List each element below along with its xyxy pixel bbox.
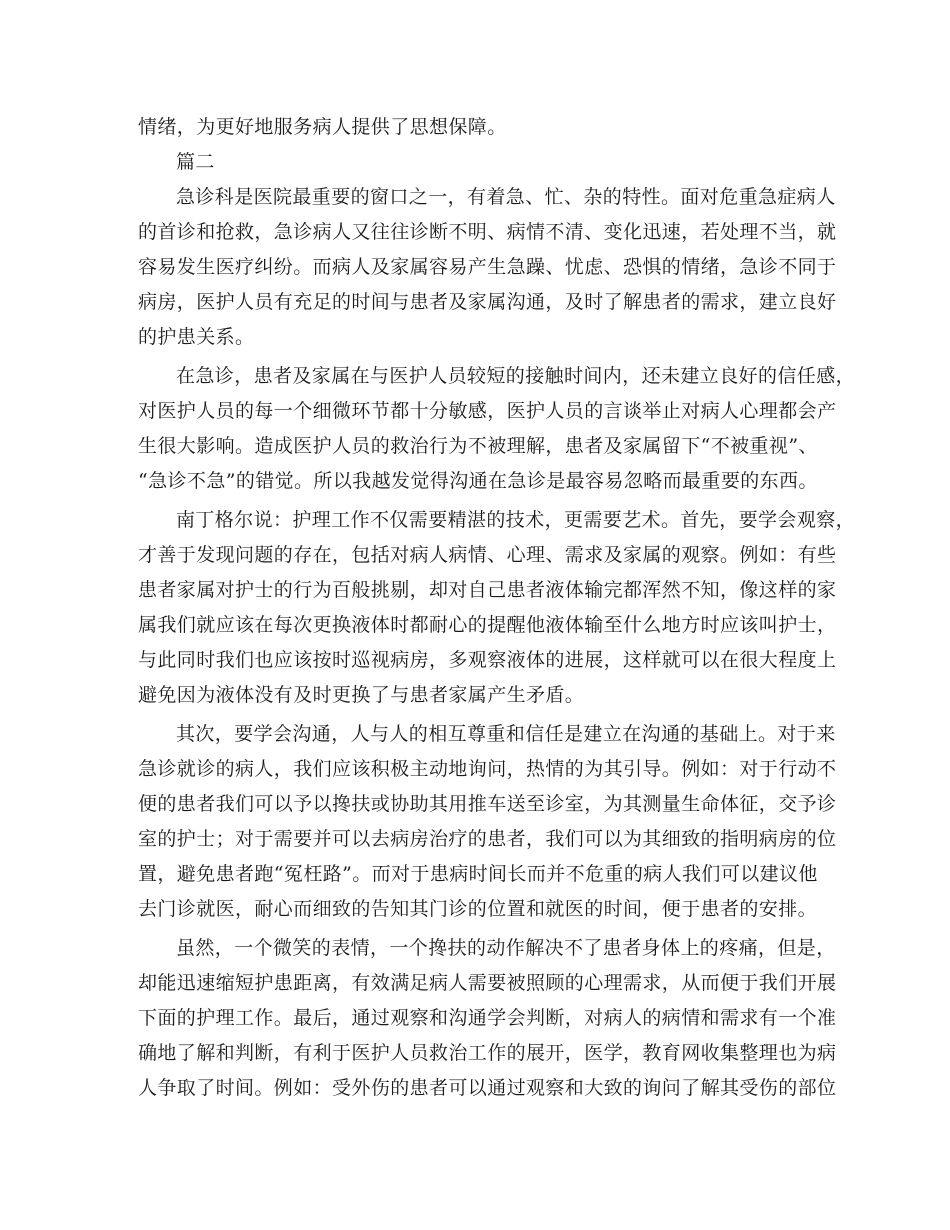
text-line: 南丁格尔说：护理工作不仅需要精湛的技术，更需要艺术。首先，要学会观察，	[176, 509, 856, 531]
text-line: 容易发生医疗纠纷。而病人及家属容易产生急躁、忧虑、恐惧的情绪，急诊不同于	[138, 256, 837, 278]
text-line: 其次，要学会沟通，人与人的相互尊重和信任是建立在沟通的基础上。对于来	[176, 723, 836, 745]
document-body	[138, 110, 856, 1106]
text-line: 的首诊和抢救，急诊病人又往往诊断不明、病情不清、变化迅速，若处理不当，就	[138, 221, 837, 243]
text-line: 却能迅速缩短护患距离，有效满足病人需要被照顾的心理需求，从而便于我们开展	[138, 972, 837, 994]
text-line: 的护患关系。	[138, 326, 255, 348]
text-line: 去门诊就医，耐心而细致的告知其门诊的位置和就医的时间，便于患者的安排。	[138, 898, 818, 920]
text-line: 病房，医护人员有充足的时间与患者及家属沟通，及时了解患者的需求，建立良好	[138, 291, 837, 313]
text-line: 患者家属对护士的行为百般挑剔，却对自己患者液体输完都浑然不知，像这样的家	[138, 579, 837, 601]
text-line: 下面的护理工作。最后，通过观察和沟通学会判断，对病人的病情和需求有一个准	[138, 1007, 837, 1029]
text-line: 对医护人员的每一个细微环节都十分敏感，医护人员的言谈举止对病人心理都会产	[138, 400, 837, 422]
text-line: 与此同时我们也应该按时巡视病房，多观察液体的进展，这样就可以在很大程度上	[138, 649, 837, 671]
text-line: 虽然，一个微笑的表情，一个搀扶的动作解决不了患者身体上的疼痛，但是，	[176, 937, 836, 959]
text-line: 确地了解和判断，有利于医护人员救治工作的展开，医学，教育网收集整理也为病	[138, 1042, 837, 1064]
text-line: 在急诊，患者及家属在与医护人员较短的接触时间内，还未建立良好的信任感，	[176, 365, 856, 387]
text-line: 急诊就诊的病人，我们应该积极主动地询问，热情的为其引导。例如：对于行动不	[138, 758, 837, 780]
text-line: 才善于发现问题的存在，包括对病人病情、心理、需求及家属的观察。例如：有些	[138, 544, 837, 566]
text-line: 生很大影响。造成医护人员的救治行为不被理解，患者及家属留下“不被重视”、	[138, 435, 818, 457]
text-line: 便的患者我们可以予以搀扶或协助其用推车送至诊室，为其测量生命体征，交予诊	[138, 793, 837, 815]
text-line: 人争取了时间。例如：受外伤的患者可以通过观察和大致的询问了解其受伤的部位	[138, 1077, 837, 1099]
text-line: “急诊不急”的错觉。所以我越发觉得沟通在急诊是最容易忽略而最重要的东西。	[138, 470, 818, 492]
text-line: 篇二	[176, 151, 215, 173]
text-line: 避免因为液体没有及时更换了与患者家属产生矛盾。	[138, 684, 585, 706]
text-line: 室的护士；对于需要并可以去病房治疗的患者，我们可以为其细致的指明病房的位	[138, 828, 837, 850]
text-line: 急诊科是医院最重要的窗口之一，有着急、忙、杂的特性。面对危重急症病人	[176, 186, 836, 208]
text-line: 属我们就应该在每次更换液体时都耐心的提醒他液体输至什么地方时应该叫护士，	[138, 614, 837, 636]
text-line: 置，避免患者跑“冤枉路”。而对于患病时间长而并不危重的病人我们可以建议他	[138, 863, 818, 885]
text-line: 情绪，为更好地服务病人提供了思想保障。	[138, 116, 507, 138]
